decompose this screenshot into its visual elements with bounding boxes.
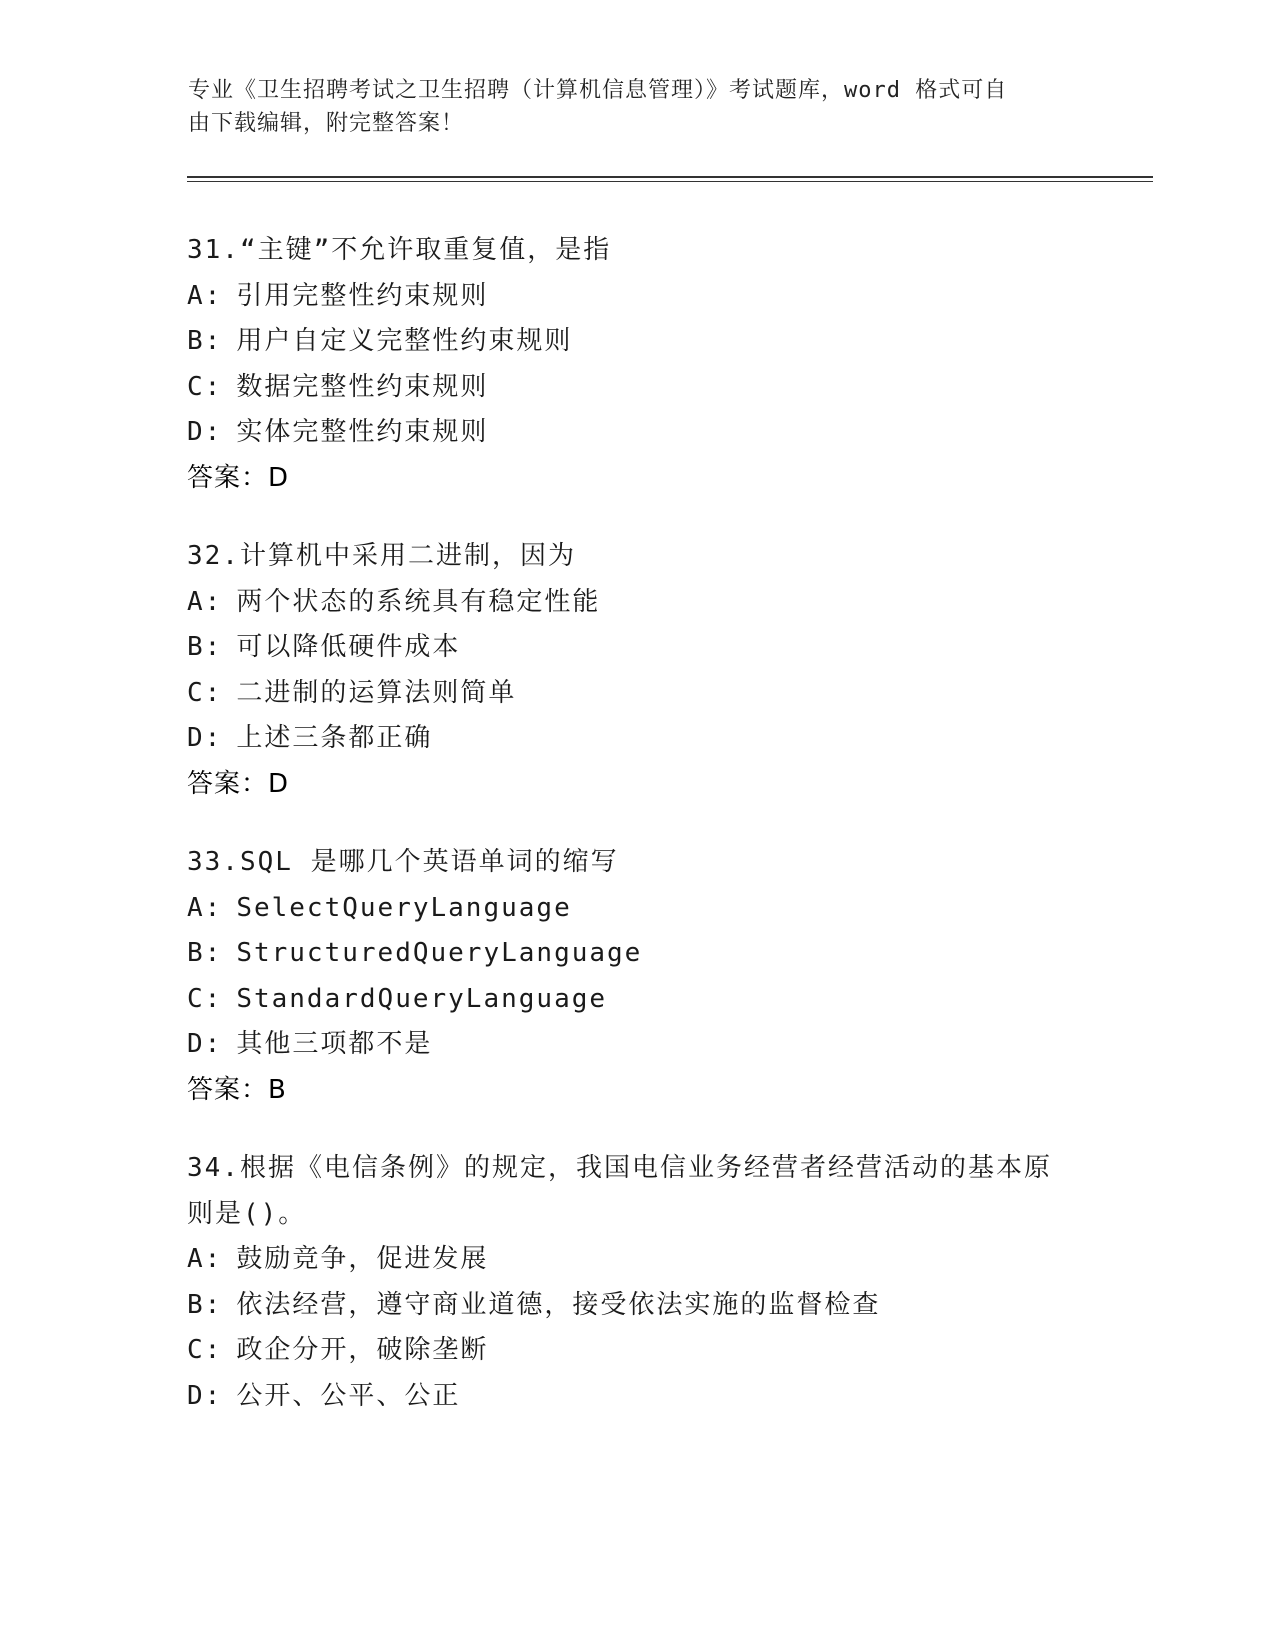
option-text: 实体完整性约束规则 — [236, 417, 489, 448]
question-31 — [187, 228, 1087, 502]
option-text: StructuredQueryLanguage — [236, 938, 643, 969]
question-stem-line-2: 则是()。 — [187, 1198, 307, 1229]
option-d — [187, 410, 1087, 456]
option-letter: D: — [187, 1380, 223, 1411]
option-text: 数据完整性约束规则 — [236, 371, 489, 402]
option-letter: C: — [187, 983, 223, 1014]
option-letter: B: — [187, 326, 223, 357]
option-d — [187, 716, 1087, 762]
option-c — [187, 977, 1087, 1023]
question-33 — [187, 840, 1087, 1114]
option-b — [187, 319, 1087, 365]
option-text: 上述三条都正确 — [236, 723, 433, 754]
question-stem: 31.“主键”不允许取重复值，是指 — [187, 235, 612, 265]
header-divider-thin — [187, 181, 1153, 182]
question-32 — [187, 534, 1087, 808]
option-text: 公开、公平、公正 — [236, 1380, 461, 1411]
header-line-1: 专业《卫生招聘考试之卫生招聘（计算机信息管理）》考试题库，word 格式可自 — [188, 78, 1008, 103]
question-stem: 32.计算机中采用二进制，因为 — [187, 541, 576, 571]
option-text: 其他三项都不是 — [236, 1029, 433, 1060]
option-c — [187, 365, 1087, 411]
option-text: 鼓励竞争，促进发展 — [236, 1244, 489, 1275]
header-divider-thick — [187, 176, 1153, 178]
option-text: 依法经营，遵守商业道德，接受依法实施的监督检查 — [236, 1289, 881, 1320]
question-stem-line-1: 34.根据《电信条例》的规定，我国电信业务经营者经营活动的基本原 — [187, 1153, 1052, 1183]
option-letter: B: — [187, 632, 223, 663]
answer-label: 答案：D — [187, 462, 290, 493]
question-stem: 33.SQL 是哪几个英语单词的缩写 — [187, 847, 619, 877]
option-b — [187, 931, 1087, 977]
option-text: 可以降低硬件成本 — [236, 632, 461, 663]
option-b — [187, 625, 1087, 671]
answer-label: 答案：D — [187, 768, 290, 799]
answer-label: 答案：B — [187, 1074, 287, 1105]
option-letter: A: — [187, 280, 223, 311]
option-letter: A: — [187, 586, 223, 617]
option-b — [187, 1283, 1087, 1329]
option-c — [187, 1328, 1087, 1374]
option-letter: D: — [187, 1029, 223, 1060]
option-letter: C: — [187, 371, 223, 402]
document-header — [188, 74, 1068, 140]
option-letter: C: — [187, 1335, 223, 1366]
option-text: StandardQueryLanguage — [236, 983, 608, 1014]
option-a — [187, 274, 1087, 320]
header-line-2: 由下载编辑，附完整答案！ — [188, 111, 465, 136]
option-text: 引用完整性约束规则 — [236, 280, 489, 311]
option-d — [187, 1374, 1087, 1420]
option-text: 用户自定义完整性约束规则 — [236, 326, 573, 357]
option-a — [187, 580, 1087, 626]
option-letter: C: — [187, 677, 223, 708]
option-letter: D: — [187, 417, 223, 448]
option-a — [187, 886, 1087, 932]
question-34 — [187, 1146, 1087, 1420]
option-letter: A: — [187, 1244, 223, 1275]
option-letter: B: — [187, 938, 223, 969]
option-letter: A: — [187, 892, 223, 923]
option-letter: B: — [187, 1289, 223, 1320]
option-text: 两个状态的系统具有稳定性能 — [236, 586, 601, 617]
option-text: 二进制的运算法则简单 — [236, 677, 517, 708]
option-text: 政企分开，破除垄断 — [236, 1335, 489, 1366]
option-a — [187, 1237, 1087, 1283]
option-text: SelectQueryLanguage — [236, 892, 572, 923]
option-letter: D: — [187, 723, 223, 754]
option-d — [187, 1022, 1087, 1068]
option-c — [187, 671, 1087, 717]
